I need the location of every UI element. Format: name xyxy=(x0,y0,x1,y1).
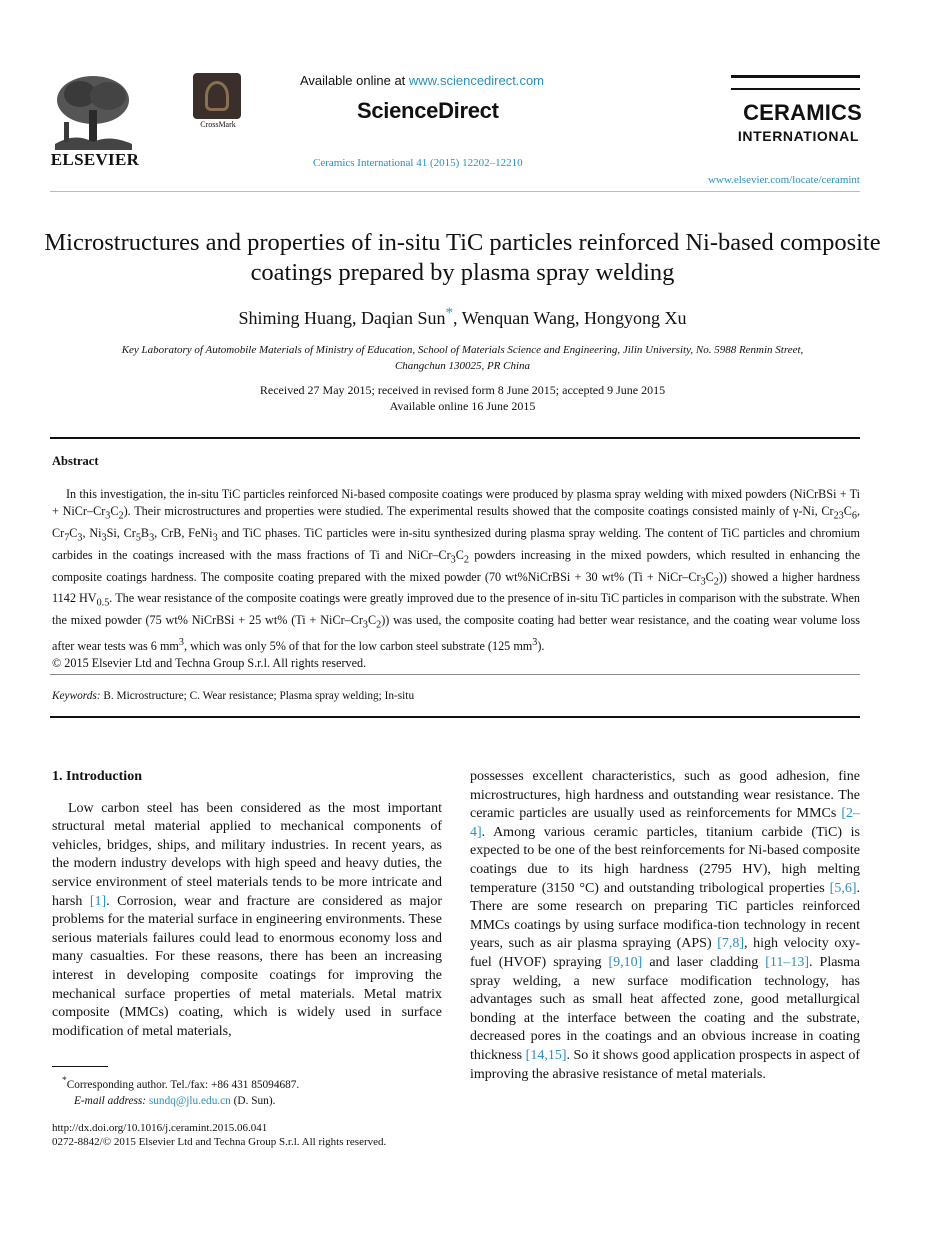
footnote xyxy=(52,1073,442,1109)
citation-link[interactable]: [9,10] xyxy=(608,954,643,970)
journal-rule-top xyxy=(731,75,860,78)
authors-rest: , Wenquan Wang, Hongyong Xu xyxy=(453,308,687,328)
body-column-left xyxy=(52,768,442,1041)
affiliation-line-1: Key Laboratory of Automobile Materials of Ministry of Education, School of Materials Science and Engineering, Jilin University, No. 5988 Renmin Street, xyxy=(121,344,804,356)
citation-link[interactable]: [14,15] xyxy=(525,1047,567,1063)
citation-link[interactable]: [7,8] xyxy=(717,936,745,952)
abstract-text: In this investigation, the in-situ TiC particles reinforced Ni-based composite coatings were produced by plasma spray welding with mixed powders (NiCrBSi + Ti + NiCr–$Cr_3C_2$). Their microstructures and properties were studied. The experimental results showed that the composite coatings consisted mainly of γ-Ni, $Cr_{23}C_6$, $Cr_7C_3$, $Ni_3Si$, $Cr_5B_3$, CrB, FeNi$_3$ and TiC phases. TiC particles were in-situ synthesized during plasma spray welding. The content of TiC particles and chromium carbides in the coatings increased with the mass fractions of Ti and NiCr–$Cr_3C_2$ powders increasing in the mixed powders, which resulted in enhancing the composite coatings hardness. The composite coating prepared with the mixed powder (70 wt%NiCrBSi + 30 wt% (Ti + NiCr–$Cr_3C_2$)) showed a higher hardness 1142 $HV_{0.5}$. The wear resistance of the composite coatings were greatly improved due to the presence of in-situ TiC particles in comparison with the substrate. When the mixed powder (75 wt% NiCrBSi + 25 wt% (Ti + NiCr–$Cr_3C_2$)) was used, the composite coating had better wear resistance, and the coating wear volume loss after wear tests was 6 $mm^3$, which was only 5% of that for the low carbon steel substrate (125 $mm^3$). xyxy=(52,487,861,653)
footnote-mark: * xyxy=(62,1076,67,1086)
available-online-date: Available online 16 June 2015 xyxy=(389,399,536,413)
affiliation xyxy=(50,342,875,374)
keywords-text: B. Microstructure; C. Wear resistance; Plasma spray welding; In-situ xyxy=(103,690,415,702)
crossmark-label: CrossMark xyxy=(200,120,236,129)
journal-title: CERAMICS xyxy=(743,100,862,125)
available-prefix: Available online at xyxy=(300,73,409,88)
publisher-name: ELSEVIER xyxy=(50,150,140,169)
abstract-top-rule xyxy=(50,437,860,439)
sciencedirect-brand: ScienceDirect xyxy=(357,98,499,123)
corresponding-author-text: Corresponding author. Tel./fax: +86 431 85094687. xyxy=(66,1078,300,1091)
sciencedirect-link[interactable]: www.sciencedirect.com xyxy=(408,73,545,88)
article-title: Microstructures and properties of in-situ TiC particles reinforced Ni-based composite coatings prepared by plasma spray welding xyxy=(44,229,881,286)
footnote-rule xyxy=(52,1066,108,1067)
corresponding-author-mark[interactable]: * xyxy=(445,305,454,321)
citation-link[interactable]: [5,6] xyxy=(829,880,857,896)
doi-block xyxy=(52,1121,482,1149)
article-dates xyxy=(40,382,885,414)
copyright-notice: © 2015 Elsevier Ltd and Techna Group S.r.l. All rights reserved. xyxy=(52,656,367,671)
keywords-rule xyxy=(50,674,860,675)
journal-reference-link[interactable]: Ceramics International 41 (2015) 12202–12210 xyxy=(313,157,523,169)
authors-first: Shiming Huang, Daqian Sun xyxy=(238,308,446,328)
intro-paragraph-continued: possesses excellent characteristics, such as good adhesion, fine microstructures, high hardness and outstanding wear resistance. The ceramic particles are usually used as reinforcements for MMCs [2–4]. Among various ceramic particles, titanium carbide (TiC) is expected to be one of the best reinforcements for Ni-based composite coatings due to its high hardness (2795 HV), high melting temperature (3150 °C) and outstanding tribological properties [5,6]. There are some research on preparing TiC particles reinforced MMCs coatings by using surface modifica-tion technology in recent years, such as air plasma spraying (APS) [7,8], high velocity oxy-fuel (HVOF) spraying [9,10] and laser cladding [11–13]. Plasma spray welding, a new surface modification technology, has advantages such as small heat affected zone, good metallurgical bonding at the interface between the coating and the substrate, decreased pores in the coatings and an obvious increase in coating thickness [14,15]. So it shows good application prospects in aspect of improving the abrasive resistance of metal materials. xyxy=(470,769,861,1082)
abstract-heading: Abstract xyxy=(52,454,99,468)
affiliation-line-2: Changchun 130025, PR China xyxy=(394,360,531,372)
section-heading: 1. Introduction xyxy=(52,769,142,784)
available-online xyxy=(300,73,544,88)
citation-link[interactable]: [11–13] xyxy=(765,954,810,970)
journal-subtitle: INTERNATIONAL xyxy=(737,128,859,144)
email-link[interactable]: sundq@jlu.edu.cn xyxy=(148,1094,231,1107)
intro-paragraph-1: Low carbon steel has been considered as the most important structural metal material applied to mechanical components of vehicles, bridges, ships, and military industries. In recent years, as the modern industry develops with high speed and heavy duties, the service environment of steel materials tends to be more intricate and harsh [1]. Corrosion, wear and fracture are considered as major problems for the material surface in engineering environments. These serious materials failures could lead to enormous economy loss and many casualties. For these reasons, there has been an increasing interest in developing composite coatings for improving the mechanical surface properties of metal materials. Metal matrix composite (MMCs) coating, which is widely used in surface modification of metal materials, xyxy=(52,800,442,1039)
email-suffix: (D. Sun). xyxy=(230,1094,276,1107)
elsevier-tree-logo xyxy=(50,72,136,152)
journal-url-link[interactable]: www.elsevier.com/locate/ceramint xyxy=(707,174,860,186)
email-label: E-mail address: xyxy=(74,1094,147,1107)
abstract-bottom-rule xyxy=(50,716,860,718)
abstract-body xyxy=(52,486,860,672)
doi-link[interactable]: http://dx.doi.org/10.1016/j.ceramint.2015.06.041 xyxy=(52,1122,268,1134)
author-list xyxy=(40,305,885,329)
received-dates: Received 27 May 2015; received in revised form 8 June 2015; accepted 9 June 2015 xyxy=(259,383,666,397)
header-divider xyxy=(50,191,860,192)
crossmark-icon[interactable] xyxy=(193,73,241,119)
corresponding-author-note xyxy=(52,1073,442,1093)
citation-link[interactable]: [1] xyxy=(89,893,107,909)
keywords-label: Keywords: xyxy=(52,690,101,702)
body-column-right xyxy=(470,768,860,1084)
keywords xyxy=(52,690,860,702)
issn-copyright: 0272-8842/© 2015 Elsevier Ltd and Techna Group S.r.l. All rights reserved. xyxy=(52,1136,387,1148)
journal-rule-second xyxy=(731,88,860,90)
citation-link[interactable]: [2–4] xyxy=(470,806,860,840)
email-note xyxy=(52,1093,442,1109)
